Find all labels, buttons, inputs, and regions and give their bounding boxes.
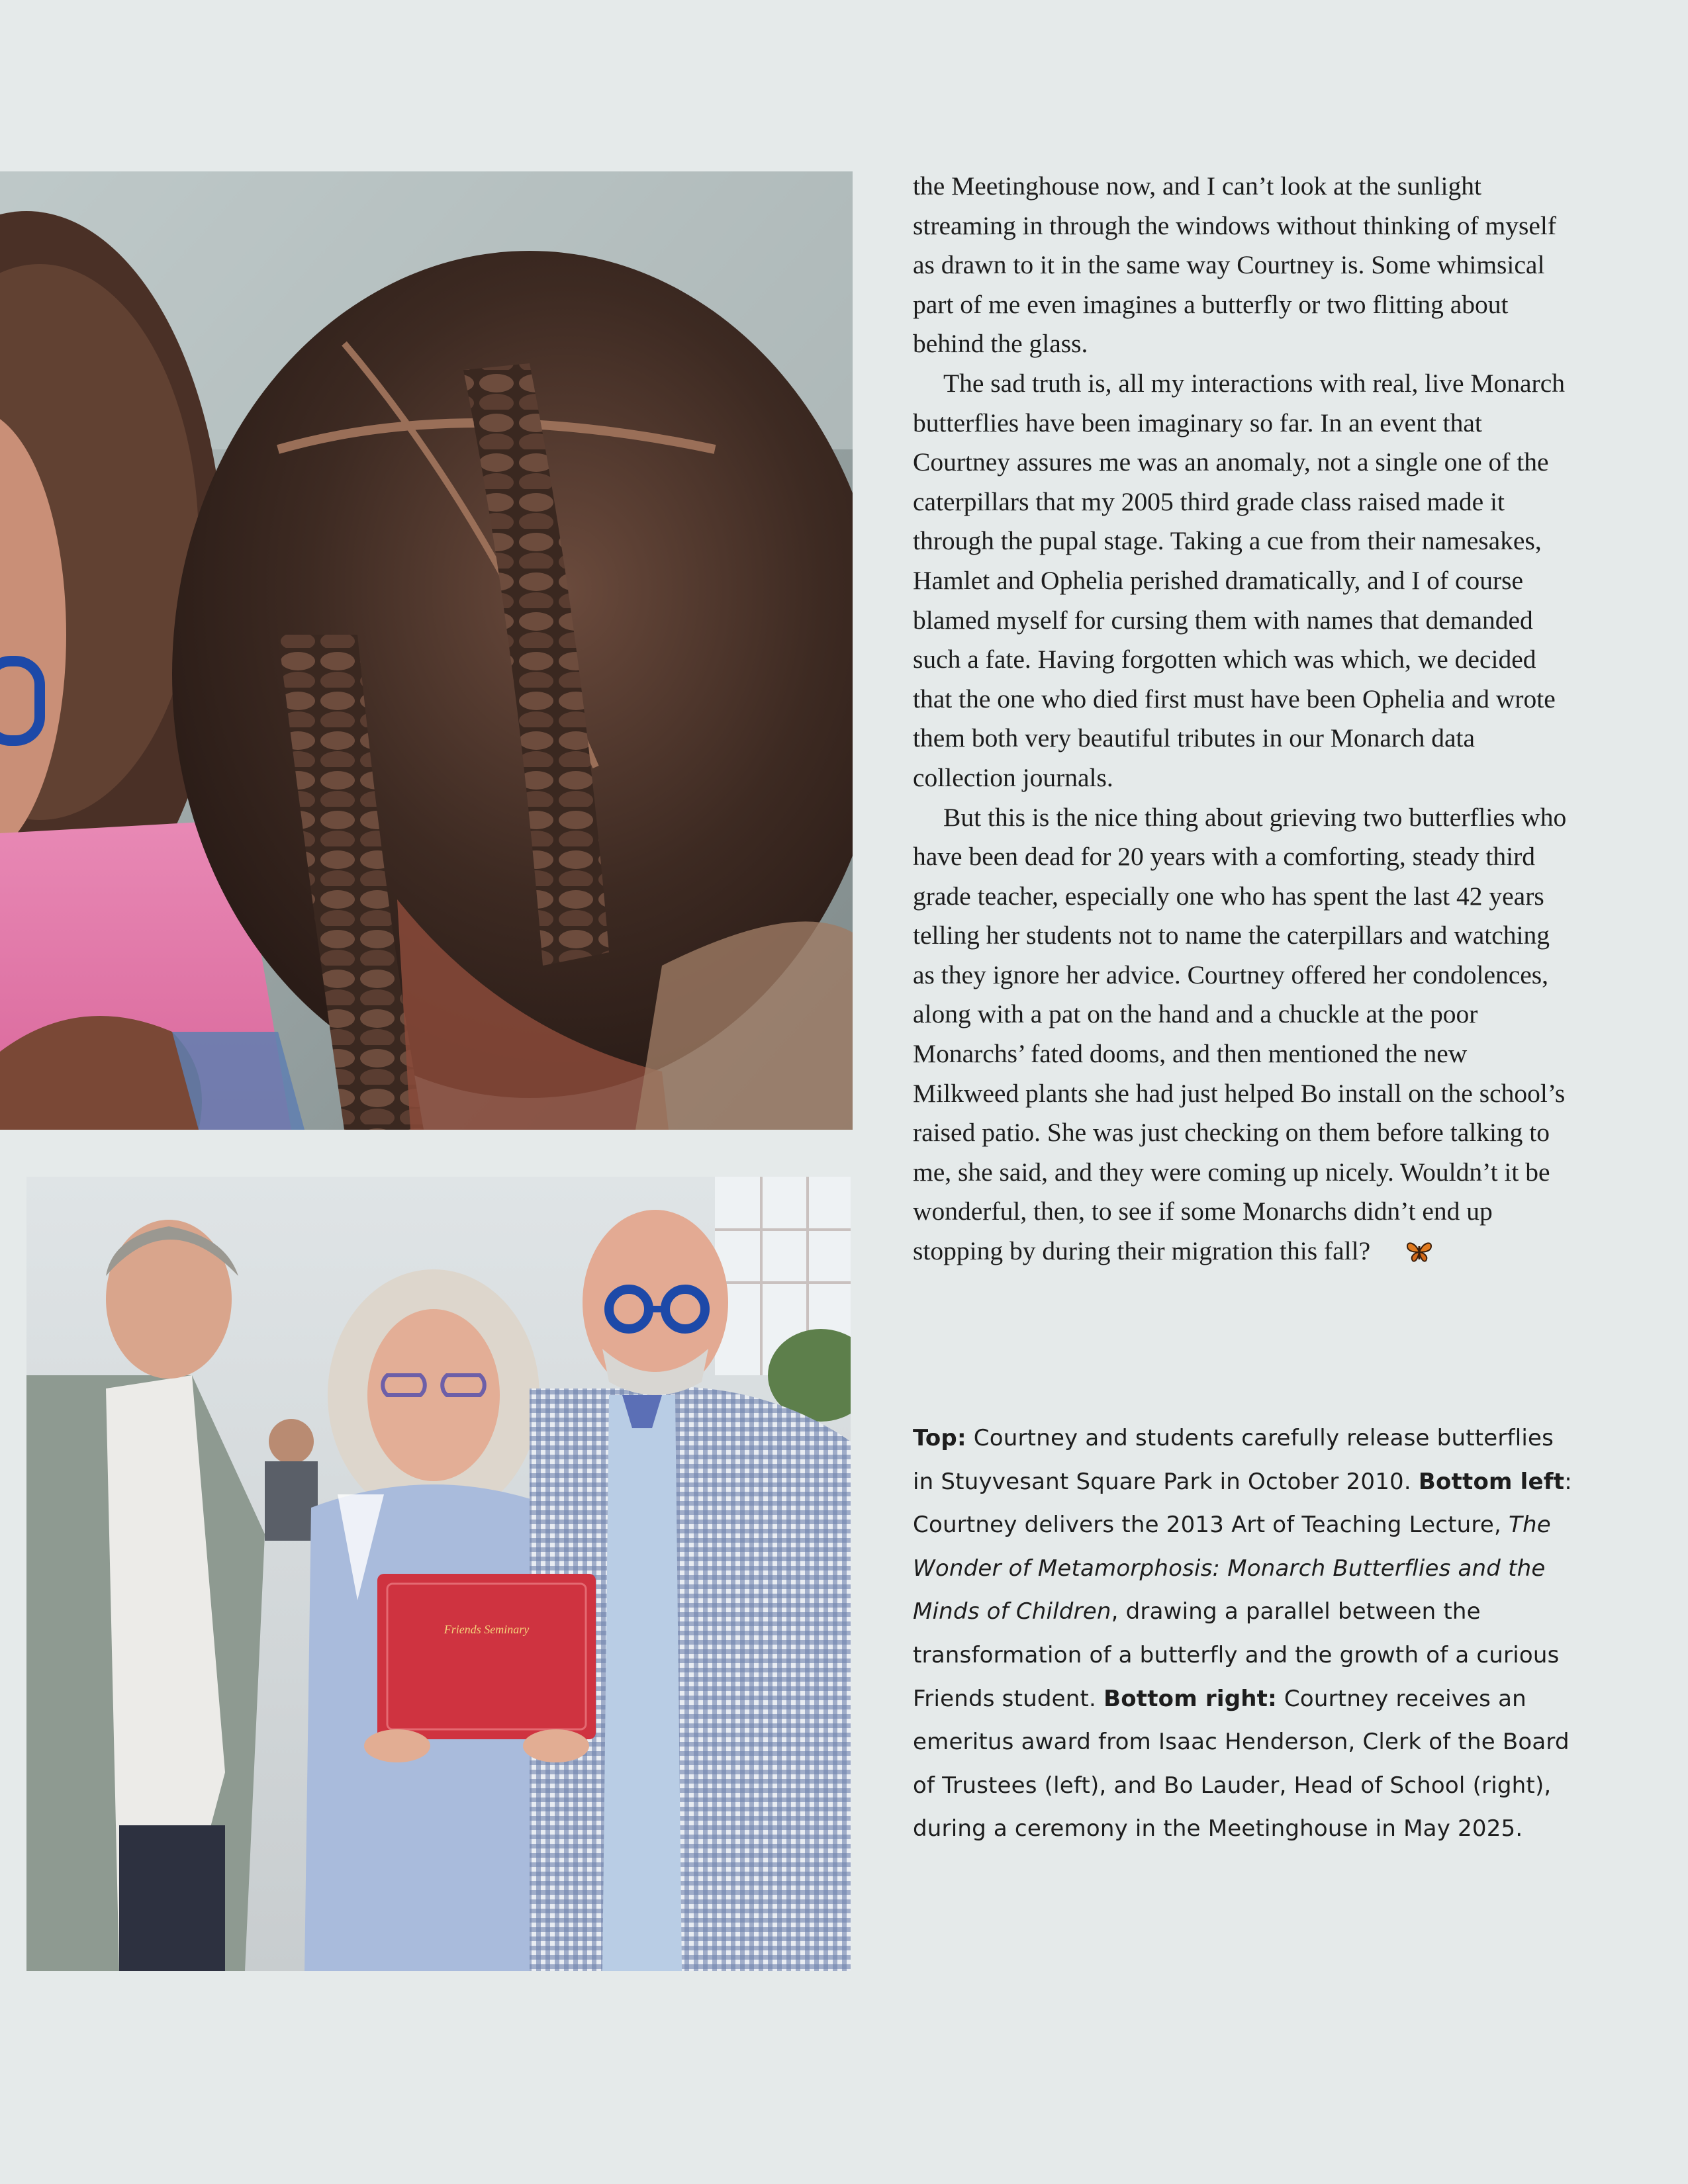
diploma-cover-text: Friends Seminary xyxy=(444,1623,530,1636)
article-body xyxy=(913,167,1575,1275)
article-paragraph xyxy=(913,364,1575,798)
article-paragraph-text: But this is the nice thing about grieving two butterflies who have been dead for 20 years with a comforting, steady third grade teacher, especially one who has spent the last 42 years telling her students not to name the caterpillars and watching as they ignore her advice. Courtney offered her condolences, along with a pat on the hand and a chuckle at the poor Monarchs’ fated dooms, and then mentioned the new Milkweed plants she had just helped Bo install on the school’s raised patio. She was just checking on them before talking to me, she said, and they were coming up nicely. Wouldn’t it be wonderful, then, to see if some Monarchs didn’t end up stopping by during their migration this fall? xyxy=(913,802,1567,1266)
photo-bottom-image xyxy=(26,1177,851,1971)
caption-text-bottom-right: Courtney receives an emeritus award from Isaac Henderson, Clerk of the Board of Trustees (left), and Bo Lauder, Head of School (right), during a ceremony in the Meetinghouse in May 2025. xyxy=(913,1685,1570,1843)
caption-label-top: Top: xyxy=(913,1425,966,1451)
caption-lecture-title: The Wonder of Metamorphosis: Monarch Butterflies and the Minds of Children xyxy=(913,1512,1551,1625)
article-paragraph-text: the Meetinghouse now, and I can’t look at the sunlight streaming in through the windows without thinking of myself as drawn to it in the same way Courtney is. Some whimsical part of me even imagines a butterfly or two flitting about behind the glass. xyxy=(913,171,1557,359)
caption-paragraph xyxy=(913,1417,1575,1851)
butterfly-icon xyxy=(1376,1236,1432,1275)
article-paragraph xyxy=(913,167,1575,364)
article-paragraph-text: The sad truth is, all my interactions with real, live Monarch butterflies have been imaginary so far. In an event that Courtney assures me was an anomaly, not a single one of the caterpillars that my 2005 third grade class raised made it through the pupal stage. Taking a cue from their namesakes, Hamlet and Ophelia perished dramatically, and I of course blamed myself for cursing them with names that demanded such a fate. Having forgotten which was which, we decided that the one who died first must have been Ophelia and wrote them both very beautiful tributes in our Monarch data collection journals. xyxy=(913,368,1565,792)
photo-top xyxy=(0,171,853,1130)
caption-text-top: Courtney and students carefully release butterflies in Stuyvesant Square Park in October 2010. xyxy=(913,1425,1554,1495)
caption-label-bottom-left: Bottom left xyxy=(1418,1468,1565,1495)
article-paragraph xyxy=(913,798,1575,1275)
photo-bottom xyxy=(26,1177,851,1971)
caption-text-bottom-left: : Courtney delivers the 2013 Art of Teaching Lecture, xyxy=(913,1468,1572,1539)
caption-text-bottom-left-2: , drawing a parallel between the transformation of a butterfly and the growth of a curious Friends student. xyxy=(913,1598,1560,1712)
photo-caption xyxy=(913,1417,1575,1851)
caption-label-bottom-right: Bottom right: xyxy=(1103,1685,1277,1712)
photo-top-image xyxy=(0,171,853,1130)
